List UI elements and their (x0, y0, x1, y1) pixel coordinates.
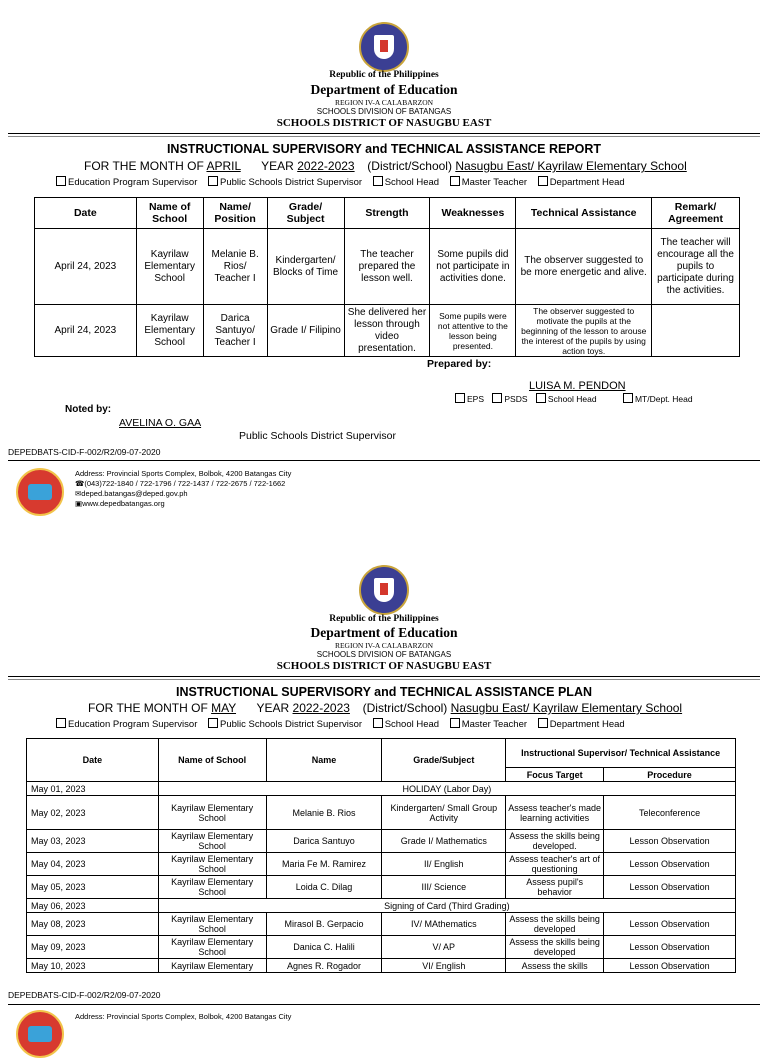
cell: V/ AP (382, 936, 506, 959)
header-rule (8, 133, 760, 134)
col-header: Grade/Subject (382, 739, 506, 782)
checkbox[interactable] (455, 393, 465, 403)
cell: Lesson Observation (604, 830, 736, 853)
report-role-checkboxes: Education Program Supervisor Public Schools District Supervisor School Head Master Teacher Department Head (56, 176, 633, 188)
report-month-line: FOR THE MONTH OF APRIL YEAR 2022-2023 (District/School) Nasugbu East/ Kayrilaw Elementary School (84, 159, 687, 173)
cell: Melanie B. Rios (266, 796, 382, 830)
cell: May 10, 2023 (27, 959, 159, 973)
table-row (27, 876, 736, 899)
deped-seal-icon (359, 565, 409, 615)
cell: Assess the skills being developed (506, 936, 604, 959)
cell: Assess the skills being developed (506, 913, 604, 936)
cell: Darica Santuyo/ Teacher I (203, 305, 267, 357)
cell: Loida C. Dilag (266, 876, 382, 899)
cell: Grade I/ Mathematics (382, 830, 506, 853)
cell: Kayrilaw Elementary School (136, 305, 203, 357)
cell: May 03, 2023 (27, 830, 159, 853)
col-header: Name of School (158, 739, 266, 782)
cell: Assess pupil's behavior (506, 876, 604, 899)
report-table (34, 197, 740, 357)
deped-seal-icon (359, 22, 409, 72)
footer-web: ▣www.depedbatangas.org (75, 499, 165, 508)
cell: HOLIDAY (Labor Day) (158, 782, 735, 796)
cell: Lesson Observation (604, 936, 736, 959)
col-header: Date (35, 198, 137, 229)
cell: Lesson Observation (604, 913, 736, 936)
checkbox[interactable] (56, 176, 66, 186)
footer-address: Address: Provincial Sports Complex, Bolbok, 4200 Batangas City (75, 469, 292, 478)
cell: II/ English (382, 853, 506, 876)
cell: Maria Fe M. Ramirez (266, 853, 382, 876)
cell: Kindergarten/ Small Group Activity (382, 796, 506, 830)
plan-header-row (27, 739, 736, 768)
cell: Agnes R. Rogador (266, 959, 382, 973)
footer-rule (8, 460, 760, 461)
cell: Kayrilaw Elementary School (158, 853, 266, 876)
cell: The observer suggested to be more energetic and alive. (516, 229, 652, 305)
col-header: Instructional Supervisor/ Technical Assistance (506, 739, 736, 768)
checkbox[interactable] (56, 718, 66, 728)
cell: Kayrilaw Elementary School (158, 830, 266, 853)
checkbox[interactable] (450, 176, 460, 186)
cell (652, 305, 740, 357)
cell: Kayrilaw Elementary School (158, 796, 266, 830)
cell: Kayrilaw Elementary School (158, 936, 266, 959)
plan-title: INSTRUCTIONAL SUPERVISORY and TECHNICAL ASSISTANCE PLAN (175, 685, 592, 699)
district-text: SCHOOLS DISTRICT OF NASUGBU EAST (276, 117, 492, 129)
checkbox[interactable] (208, 718, 218, 728)
deped-batangas-logo-icon (16, 1010, 64, 1058)
cell: May 09, 2023 (27, 936, 159, 959)
plan-school: Nasugbu East/ Kayrilaw Elementary School (450, 701, 683, 715)
cell: The teacher will encourage all the pupils to participate during the activities. (652, 229, 740, 305)
checkbox[interactable] (536, 393, 546, 403)
checkbox[interactable] (492, 393, 502, 403)
col-header: Name/ Position (203, 198, 267, 229)
cell: VI/ English (382, 959, 506, 973)
cell: The teacher prepared the lesson well. (344, 229, 430, 305)
checkbox[interactable] (538, 176, 548, 186)
cell: April 24, 2023 (35, 229, 137, 305)
report-month: APRIL (206, 159, 241, 173)
cell: Kayrilaw Elementary (158, 959, 266, 973)
col-header: Focus Target (506, 768, 604, 782)
noted-by-name: AVELINA O. GAA (119, 417, 202, 429)
checkbox[interactable] (623, 393, 633, 403)
footer-email: ✉deped.batangas@deped.gov.ph (75, 489, 188, 498)
department-text: Department of Education (310, 82, 458, 97)
header-rule-thin (8, 679, 760, 680)
cell: April 24, 2023 (35, 305, 137, 357)
cell: Darica Santuyo (266, 830, 382, 853)
republic-text: Republic of the Philippines (329, 614, 439, 624)
col-header: Technical Assistance (516, 198, 652, 229)
checkbox[interactable] (373, 718, 383, 728)
plan-role-checkboxes: Education Program Supervisor Public Schools District Supervisor School Head Master Teacher Department Head (56, 718, 633, 730)
prepared-by-label: Prepared by: (427, 358, 492, 370)
prepared-role-checkboxes: EPS PSDS School Head MT/Dept. Head (455, 393, 701, 404)
noted-by-label: Noted by: (65, 404, 112, 415)
cell: Kayrilaw Elementary School (136, 229, 203, 305)
checkbox[interactable] (538, 718, 548, 728)
cell: Kayrilaw Elementary School (158, 876, 266, 899)
report-school: Nasugbu East/ Kayrilaw Elementary School (455, 159, 687, 173)
report-year: 2022-2023 (297, 159, 355, 173)
region-text: REGION IV-A CALABARZON (334, 98, 434, 107)
footer-phone: ☎(043)722-1840 / 722-1796 / 722-1437 / 722-2675 / 722-1662 (75, 479, 286, 488)
table-row (27, 959, 736, 973)
cell: May 08, 2023 (27, 913, 159, 936)
plan-year: 2022-2023 (292, 701, 350, 715)
cell: Assess the skills (506, 959, 604, 973)
table-row (27, 853, 736, 876)
table-row (27, 830, 736, 853)
report-header-row (35, 198, 740, 229)
prepared-by-name: LUISA M. PENDON (529, 380, 626, 392)
cell: Grade I/ Filipino (267, 305, 344, 357)
cell: May 01, 2023 (27, 782, 159, 796)
department-text: Department of Education (310, 625, 458, 640)
footer-address-block (75, 469, 291, 509)
table-row (27, 899, 736, 913)
checkbox[interactable] (373, 176, 383, 186)
header-rule (8, 676, 760, 677)
form-code: DEPEDBATS-CID-F-002/R2/09-07-2020 (8, 447, 161, 457)
col-header: Grade/ Subject (267, 198, 344, 229)
plan-month: MAY (211, 701, 237, 715)
col-header: Procedure (604, 768, 736, 782)
col-header: Weaknesses (430, 198, 516, 229)
plan-month-line: FOR THE MONTH OF MAY YEAR 2022-2023 (District/School) Nasugbu East/ Kayrilaw Elementary School (88, 701, 683, 715)
cell: Lesson Observation (604, 876, 736, 899)
col-header: Strength (344, 198, 430, 229)
cell: IV/ MAthematics (382, 913, 506, 936)
cell: Assess teacher's art of questioning (506, 853, 604, 876)
cell: Lesson Observation (604, 959, 736, 973)
deped-batangas-logo-icon (16, 468, 64, 516)
checkbox[interactable] (450, 718, 460, 728)
cell: May 04, 2023 (27, 853, 159, 876)
cell: Teleconference (604, 796, 736, 830)
republic-text: Republic of the Philippines (329, 70, 439, 80)
form-code: DEPEDBATS-CID-F-002/R2/09-07-2020 (8, 990, 161, 1000)
col-header: Remark/ Agreement (652, 198, 740, 229)
table-row (27, 913, 736, 936)
footer-address: Address: Provincial Sports Complex, Bolbok, 4200 Batangas City (75, 1012, 292, 1021)
noted-by-title: Public Schools District Supervisor (239, 430, 396, 442)
cell: Kayrilaw Elementary School (158, 913, 266, 936)
table-row (35, 305, 740, 357)
division-text: SCHOOLS DIVISION OF BATANGAS (316, 107, 452, 116)
cell: III/ Science (382, 876, 506, 899)
district-text: SCHOOLS DISTRICT OF NASUGBU EAST (276, 660, 492, 672)
table-row (27, 796, 736, 830)
cell: May 05, 2023 (27, 876, 159, 899)
cell: Melanie B. Rios/ Teacher I (203, 229, 267, 305)
plan-table (26, 738, 736, 973)
cell: Some pupils did not participate in activities done. (430, 229, 516, 305)
cell: She delivered her lesson through video presentation. (344, 305, 430, 357)
cell: May 02, 2023 (27, 796, 159, 830)
table-row (27, 782, 736, 796)
checkbox[interactable] (208, 176, 218, 186)
col-header: Name of School (136, 198, 203, 229)
header-rule-thin (8, 136, 760, 137)
cell: Kindergarten/ Blocks of Time (267, 229, 344, 305)
cell: Some pupils were not attentive to the lesson being presented. (430, 305, 516, 357)
report-title: INSTRUCTIONAL SUPERVISORY and TECHNICAL ASSISTANCE REPORT (166, 142, 602, 156)
division-text: SCHOOLS DIVISION OF BATANGAS (316, 650, 452, 659)
cell: Signing of Card (Third Grading) (158, 899, 735, 913)
cell: Assess teacher's made learning activities (506, 796, 604, 830)
region-text: REGION IV-A CALABARZON (334, 641, 434, 650)
cell: Assess the skills being developed. (506, 830, 604, 853)
table-row (27, 936, 736, 959)
cell: The observer suggested to motivate the pupils at the beginning of the lesson to arouse the interest of the pupils by using action toys. (516, 305, 652, 357)
col-header: Name (266, 739, 382, 782)
cell: Lesson Observation (604, 853, 736, 876)
table-row (35, 229, 740, 305)
cell: May 06, 2023 (27, 899, 159, 913)
col-header: Date (27, 739, 159, 782)
footer-rule (8, 1004, 760, 1005)
cell: Danica C. Halili (266, 936, 382, 959)
cell: Mirasol B. Gerpacio (266, 913, 382, 936)
